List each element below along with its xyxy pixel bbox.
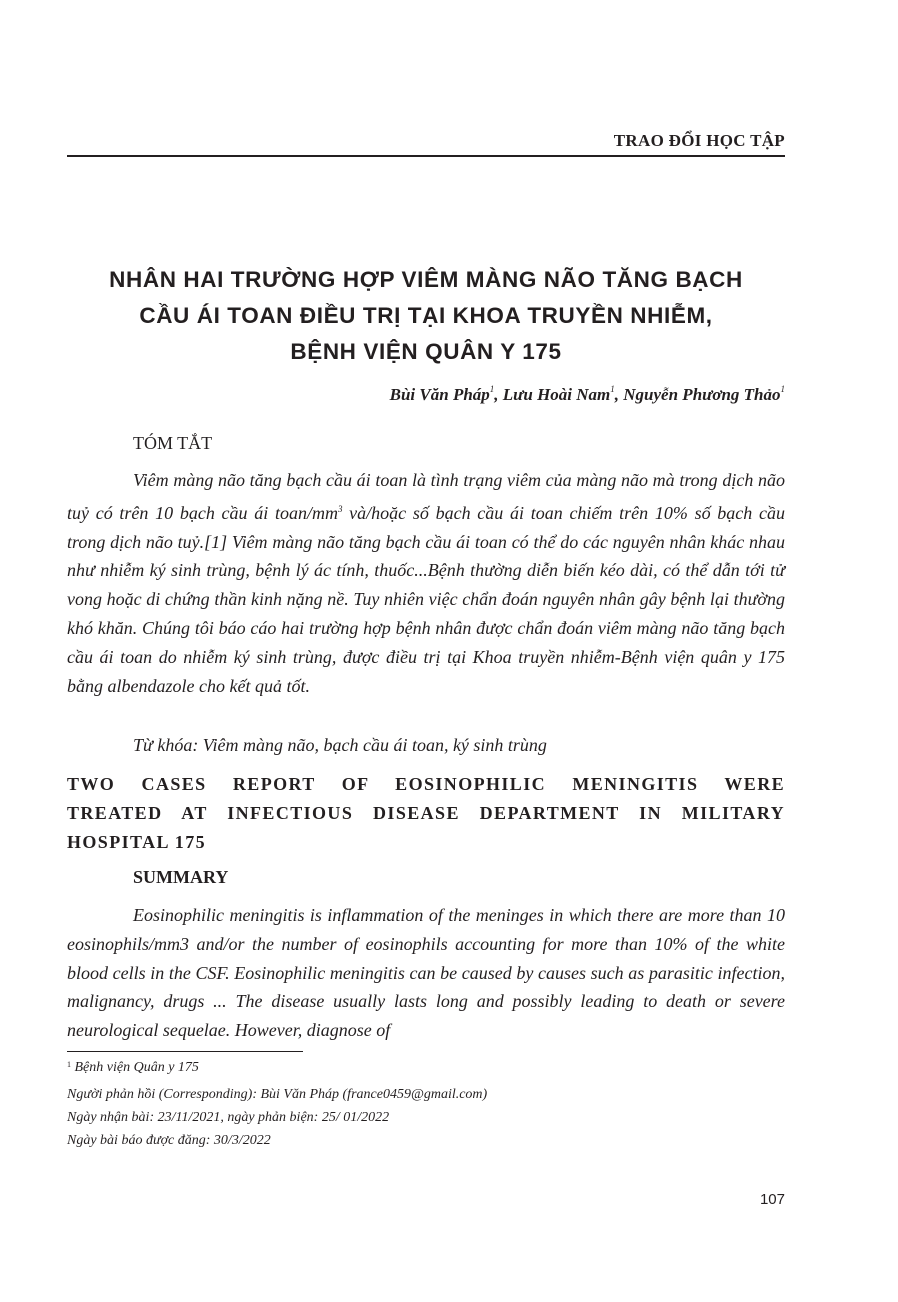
english-title bbox=[67, 770, 785, 857]
author-separator: , bbox=[494, 385, 503, 404]
english-title-line: HOSPITAL 175 bbox=[67, 832, 206, 852]
running-head: TRAO ĐỔI HỌC TẬP bbox=[613, 131, 785, 150]
english-title-line: TWO CASES REPORT OF EOSINOPHILIC MENINGITIS WERE bbox=[67, 774, 785, 794]
abstract-heading-vi: TÓM TẮT bbox=[133, 433, 213, 453]
summary-heading: SUMMARY bbox=[133, 867, 229, 887]
author-name: Lưu Hoài Nam bbox=[502, 385, 611, 404]
abstract-body-vi bbox=[67, 466, 785, 700]
abstract-text-rest: và/hoặc số bạch cầu ái toan chiếm trên 10% số bạch cầu trong dịch não tuỷ.[1] Viêm màng não tăng bạch cầu ái toan có thể do các nguyên nhân khác nhau như nhiễm ký sinh trùng, bệnh lý ác tính, thuốc...Bệnh thường diễn biến kéo dài, có thể dẫn tới tử vong hoặc di chứng thần kinh nặng nề. Tuy nhiên việc chẩn đoán nguyên nhân gây bệnh lại thường khó khăn. Chúng tôi báo cáo hai trường hợp bệnh nhân được chẩn đoán viêm màng não tăng bạch cầu ái toan do nhiễm ký sinh trùng, được điều trị tại Khoa truyền nhiễm-Bệnh viện quân y 175 bằng albendazole cho kết quả tốt. bbox=[67, 502, 785, 696]
header-rule bbox=[67, 155, 785, 157]
author-separator: , bbox=[614, 385, 624, 404]
article-title bbox=[67, 262, 785, 370]
title-line: BỆNH VIỆN QUÂN Y 175 bbox=[290, 339, 562, 364]
author-list bbox=[67, 385, 785, 405]
footnote-rule bbox=[67, 1051, 303, 1052]
keywords-vi: Từ khóa: Viêm màng não, bạch cầu ái toan, ký sinh trùng bbox=[133, 735, 547, 755]
footnote-published: Ngày bài báo được đăng: 30/3/2022 bbox=[67, 1133, 271, 1148]
author-affiliation-mark: 1 bbox=[489, 384, 495, 394]
summary-body: Eosinophilic meningitis is inflammation of the meninges in which there are more than 10 eosinophils/mm3 and/or the number of eosinophils accounting for more than 10% of the white blood cells in the CSF. Eosinophilic meningitis can be caused by causes such as parasitic infection, malignancy, drugs ... The disease usually lasts long and possibly leading to death or severe neurological sequelae. However, diagnose of bbox=[67, 905, 785, 1041]
author-affiliation-mark: 1 bbox=[780, 384, 785, 394]
footnote-corresponding: Người phản hồi (Corresponding): Bùi Văn Pháp (france0459@gmail.com) bbox=[67, 1087, 488, 1102]
author-affiliation-mark: 1 bbox=[610, 384, 615, 394]
author-name: Bùi Văn Pháp bbox=[389, 385, 490, 404]
footnote-received: Ngày nhận bài: 23/11/2021, ngày phản biện: 25/ 01/2022 bbox=[67, 1110, 390, 1125]
footnote-mark: 1 bbox=[67, 1060, 71, 1069]
affiliation-text: Bệnh viện Quân y 175 bbox=[71, 1060, 199, 1075]
author-name: Nguyễn Phương Thảo bbox=[623, 385, 781, 404]
title-line: NHÂN HAI TRƯỜNG HỢP VIÊM MÀNG NÃO TĂNG BẠCH bbox=[109, 267, 743, 292]
abstract-text-start: Viêm màng não tăng bạch cầu ái toan là tình trạng viêm của màng não mà trong dịch não tuỷ có trên 10 bạch cầu ái toan/mm bbox=[67, 470, 785, 523]
unit-superscript: 3 bbox=[337, 503, 343, 514]
title-line: CẦU ÁI TOAN ĐIỀU TRỊ TẠI KHOA TRUYỀN NHIỄM, bbox=[139, 303, 713, 328]
english-title-line: TREATED AT INFECTIOUS DISEASE DEPARTMENT IN MILITARY bbox=[67, 803, 785, 823]
page-number: 107 bbox=[759, 1191, 785, 1208]
footnote-affiliation bbox=[67, 1060, 199, 1076]
